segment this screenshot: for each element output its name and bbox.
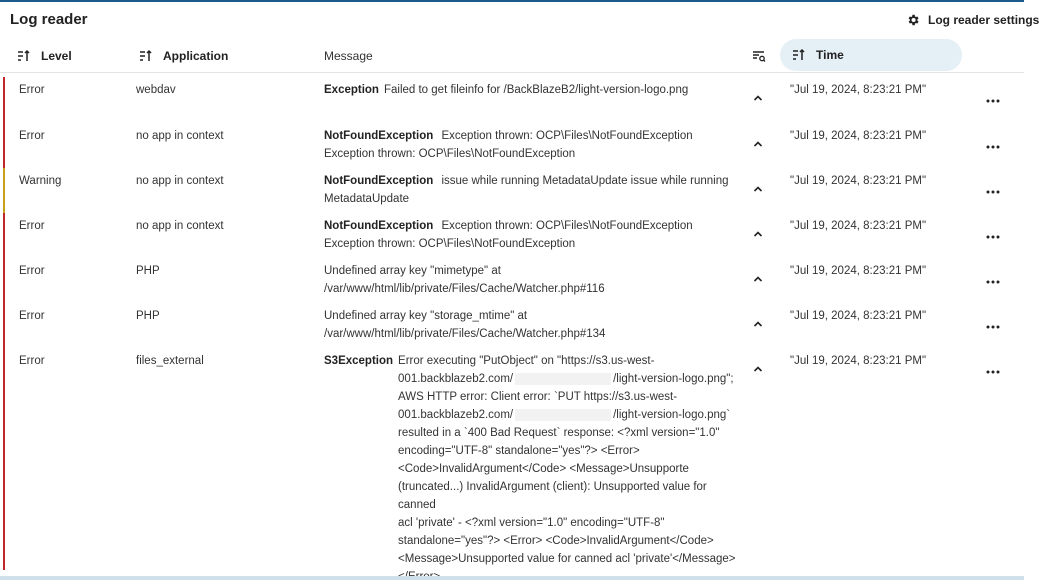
sort-icon	[792, 48, 806, 62]
message-line: Undefined array key "storage_mtime" at	[324, 310, 528, 322]
level-cell: Warning	[19, 175, 62, 187]
row-actions-button[interactable]	[986, 363, 1002, 373]
message-text	[398, 352, 742, 586]
error-level-indicator	[3, 77, 5, 123]
row-actions-button[interactable]	[986, 318, 1002, 328]
more-horizontal-icon	[986, 98, 1000, 104]
bottom-border	[0, 576, 1024, 580]
page-title: Log reader	[10, 11, 88, 28]
time-cell: "Jul 19, 2024, 8:23:21 PM"	[790, 84, 927, 96]
message-text: issue while running MetadataUpdate issue while running MetadataUpdate	[324, 175, 729, 205]
application-cell: webdav	[136, 84, 176, 96]
more-horizontal-icon	[986, 234, 1000, 240]
settings-label: Log reader settings	[928, 13, 1039, 27]
level-cell: Error	[19, 265, 45, 277]
log-table-body	[0, 77, 1024, 570]
table-row[interactable]	[0, 258, 1024, 303]
column-header-level-label: Level	[41, 49, 72, 63]
message-cell	[324, 307, 742, 343]
exception-name: Exception	[324, 84, 379, 96]
exception-name: NotFoundException	[324, 130, 434, 142]
message-line: Undefined array key "mimetype" at	[324, 265, 501, 277]
message-text: Exception thrown: OCP\Files\NotFoundException Exception thrown: OCP\Files\NotFoundException	[324, 130, 693, 160]
table-row[interactable]	[0, 77, 1024, 123]
sort-icon	[17, 49, 31, 63]
redacted-region	[515, 409, 611, 421]
table-row[interactable]	[0, 348, 1024, 570]
more-horizontal-icon	[986, 369, 1000, 375]
message-text: Exception thrown: OCP\Files\NotFoundException Exception thrown: OCP\Files\NotFoundException	[324, 220, 693, 250]
filter-message-button[interactable]	[749, 40, 769, 72]
collapse-toggle[interactable]	[751, 137, 765, 151]
level-cell: Error	[19, 84, 45, 96]
column-header-application[interactable]	[139, 40, 228, 72]
column-header-message	[324, 40, 373, 72]
time-cell: "Jul 19, 2024, 8:23:21 PM"	[790, 130, 927, 142]
table-row[interactable]	[0, 213, 1024, 258]
row-actions-button[interactable]	[986, 183, 1002, 193]
chevron-up-icon	[751, 272, 765, 286]
error-level-indicator	[3, 348, 5, 570]
sort-icon	[139, 49, 153, 63]
collapse-toggle[interactable]	[751, 317, 765, 331]
error-level-indicator	[3, 258, 5, 303]
message-line: standalone="yes"?> <Error> <Code>InvalidArgument</Code>	[398, 535, 714, 547]
collapse-toggle[interactable]	[751, 91, 765, 105]
column-header-message-label: Message	[324, 49, 373, 63]
message-line: <Message>Unsupported value for canned acl 'private'</Message>	[398, 553, 736, 565]
more-horizontal-icon	[986, 324, 1000, 330]
message-line: Error executing "PutObject" on "https://s3.us-west-	[398, 355, 655, 367]
message-line: resulted in a `400 Bad Request` response: <?xml version="1.0"	[398, 427, 720, 439]
message-line	[398, 406, 742, 424]
table-header	[0, 40, 1024, 73]
message-text: Failed to get fileinfo for /BackBlazeB2/light-version-logo.png	[383, 84, 689, 96]
message-line-part: /light-version-logo.png`	[613, 409, 731, 421]
more-horizontal-icon	[986, 144, 1000, 150]
time-cell: "Jul 19, 2024, 8:23:21 PM"	[790, 175, 927, 187]
level-cell: Error	[19, 355, 45, 367]
top-accent-line	[0, 0, 1024, 2]
message-line-part: /light-version-logo.png";	[613, 373, 734, 385]
row-actions-button[interactable]	[986, 228, 1002, 238]
row-actions-button[interactable]	[986, 92, 1002, 102]
message-line: AWS HTTP error: Client error: `PUT https://s3.us-west-	[398, 391, 678, 403]
exception-name: NotFoundException	[324, 220, 434, 232]
time-cell: "Jul 19, 2024, 8:23:21 PM"	[790, 355, 927, 367]
more-horizontal-icon	[986, 189, 1000, 195]
message-cell	[324, 217, 742, 253]
error-level-indicator	[3, 123, 5, 168]
application-cell: no app in context	[136, 130, 224, 142]
filter-search-icon	[752, 49, 766, 63]
redacted-region	[515, 373, 611, 385]
application-cell: no app in context	[136, 220, 224, 232]
column-header-level[interactable]	[17, 40, 72, 72]
row-actions-button[interactable]	[986, 273, 1002, 283]
table-row[interactable]	[0, 123, 1024, 168]
chevron-up-icon	[751, 317, 765, 331]
error-level-indicator	[3, 213, 5, 258]
exception-name: S3Exception	[324, 355, 394, 367]
time-cell: "Jul 19, 2024, 8:23:21 PM"	[790, 265, 927, 277]
message-line: encoding="UTF-8" standalone="yes"?> <Error>	[398, 445, 640, 457]
level-cell: Error	[19, 310, 45, 322]
message-cell	[324, 352, 742, 586]
exception-name: NotFoundException	[324, 175, 434, 187]
message-line	[398, 370, 742, 388]
time-cell: "Jul 19, 2024, 8:23:21 PM"	[790, 310, 927, 322]
message-line: /var/www/html/lib/private/Files/Cache/Watcher.php#134	[324, 328, 606, 340]
application-cell: no app in context	[136, 175, 224, 187]
message-line: <Code>InvalidArgument</Code> <Message>Unsupporte	[398, 463, 689, 475]
more-horizontal-icon	[986, 279, 1000, 285]
table-row[interactable]	[0, 303, 1024, 348]
column-header-application-label: Application	[163, 49, 229, 63]
collapse-toggle[interactable]	[751, 272, 765, 286]
chevron-up-icon	[751, 182, 765, 196]
level-cell: Error	[19, 130, 45, 142]
row-actions-button[interactable]	[986, 138, 1002, 148]
message-line: /var/www/html/lib/private/Files/Cache/Watcher.php#116	[324, 283, 605, 295]
message-line: (truncated...) InvalidArgument (client): Unsupported value for canned	[398, 481, 707, 511]
collapse-toggle[interactable]	[751, 182, 765, 196]
collapse-toggle[interactable]	[751, 362, 765, 376]
error-level-indicator	[3, 303, 5, 348]
message-line-part: 001.backblazeb2.com/	[398, 409, 514, 421]
time-cell: "Jul 19, 2024, 8:23:21 PM"	[790, 220, 927, 232]
log-reader-settings-button[interactable]	[906, 13, 1039, 27]
message-line-part: 001.backblazeb2.com/	[398, 373, 514, 385]
column-header-time[interactable]	[780, 39, 962, 71]
gear-icon	[906, 13, 920, 27]
message-cell	[324, 172, 742, 208]
application-cell: PHP	[136, 310, 160, 322]
chevron-up-icon	[751, 362, 765, 376]
chevron-up-icon	[751, 91, 765, 105]
chevron-up-icon	[751, 227, 765, 241]
message-cell	[324, 262, 742, 298]
message-cell	[324, 127, 742, 163]
chevron-up-icon	[751, 137, 765, 151]
message-cell	[324, 81, 742, 99]
application-cell: files_external	[136, 355, 204, 367]
collapse-toggle[interactable]	[751, 227, 765, 241]
message-line: acl 'private' - <?xml version="1.0" encoding="UTF-8"	[398, 517, 665, 529]
warning-level-indicator	[3, 168, 5, 213]
level-cell: Error	[19, 220, 45, 232]
column-header-time-label: Time	[816, 48, 844, 62]
application-cell: PHP	[136, 265, 160, 277]
table-row[interactable]	[0, 168, 1024, 213]
